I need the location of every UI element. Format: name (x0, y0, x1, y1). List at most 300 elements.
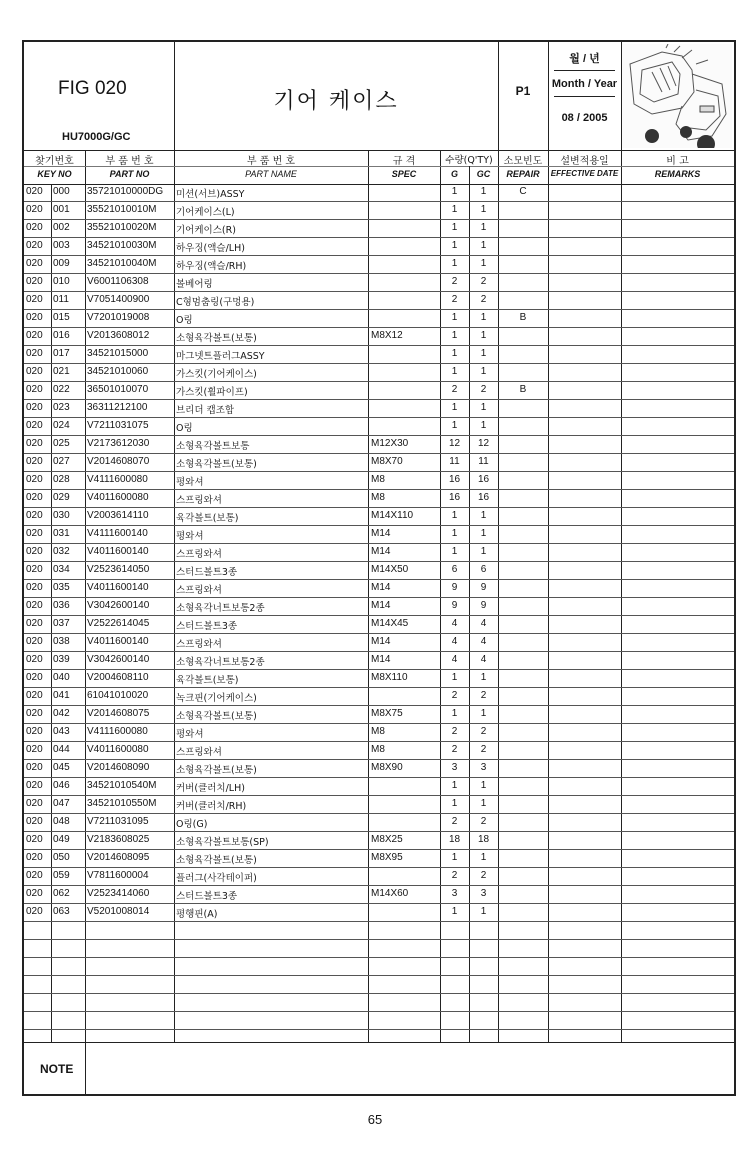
cell-name: 스프링와셔 (176, 549, 222, 560)
cell-spec: M8 (371, 492, 385, 503)
cell-fig: 020 (26, 312, 43, 323)
cell-g: 1 (451, 672, 458, 683)
cell-gc: 18 (477, 834, 490, 845)
cell-name: O링(G) (176, 819, 208, 830)
cell-fig: 020 (26, 222, 43, 233)
col-part-no-kr: 부 품 번 호 (105, 156, 154, 167)
cell-key: 025 (53, 438, 70, 449)
table-row (24, 616, 734, 634)
cell-part-no: V2522614045 (87, 618, 150, 629)
col-effective-en: EFFECTIVE DATE (550, 169, 619, 178)
cell-g: 1 (451, 222, 458, 233)
table-row (24, 742, 734, 760)
cell-gc: 1 (480, 546, 487, 557)
col-effective-kr: 설변적용일 (560, 156, 609, 167)
cell-fig: 020 (26, 726, 43, 737)
cell-key: 037 (53, 618, 70, 629)
cell-spec: M14 (371, 528, 391, 539)
cell-part-no: V7211031095 (87, 816, 149, 827)
table-row (24, 184, 734, 202)
cell-part-no: V4111600140 (87, 528, 148, 539)
cell-part-no: V4011600080 (87, 492, 149, 503)
cell-gc: 1 (480, 708, 487, 719)
cell-fig: 020 (26, 186, 43, 197)
cell-fig: 020 (26, 708, 43, 719)
cell-gc: 12 (477, 438, 490, 449)
cell-gc: 1 (480, 780, 487, 791)
cell-fig: 020 (26, 240, 43, 251)
cell-name: 스터드볼트3종 (176, 891, 238, 902)
cell-name: 커버(클러치/RH) (176, 801, 247, 812)
note-section (24, 1042, 734, 1095)
cell-part-no: V2014608095 (87, 852, 150, 863)
cell-fig: 020 (26, 204, 43, 215)
cell-name: 기어케이스(R) (176, 225, 236, 236)
cell-gc: 1 (480, 798, 487, 809)
cell-spec: M8 (371, 726, 385, 737)
cell-gc: 1 (480, 222, 487, 233)
cell-fig: 020 (26, 384, 43, 395)
cell-gc: 1 (480, 240, 487, 251)
cell-gc: 1 (480, 204, 487, 215)
cell-part-no: V2004608110 (87, 672, 149, 683)
cell-name: 스프링와셔 (176, 585, 222, 596)
table-row (24, 670, 734, 688)
cell-name: 소형육각볼트보통(SP) (176, 837, 269, 848)
cell-g: 1 (451, 528, 458, 539)
cell-name: 육각볼트(보통) (176, 513, 239, 524)
table-row (24, 778, 734, 796)
cell-key: 021 (53, 366, 70, 377)
cell-name: 기어케이스(L) (176, 207, 235, 218)
cell-name: 하우징(액슬/RH) (176, 261, 247, 272)
cell-g: 1 (451, 330, 458, 341)
cell-part-no: V2014608090 (87, 762, 150, 773)
note-label: NOTE (40, 1062, 74, 1076)
cell-fig: 020 (26, 492, 43, 503)
cell-fig: 020 (26, 618, 43, 629)
cell-gc: 1 (480, 186, 487, 197)
cell-fig: 020 (26, 816, 43, 827)
cell-g: 16 (448, 474, 461, 485)
cell-g: 2 (451, 726, 458, 737)
cell-gc: 9 (480, 600, 487, 611)
cell-name: C형멈춤링(구멍용) (176, 297, 255, 308)
cell-name: 소형육각볼트(보통) (176, 711, 257, 722)
cell-name: 녹크핀(기어케이스) (176, 693, 257, 704)
table-row (24, 760, 734, 778)
cell-part-no: 36501010070 (87, 384, 149, 395)
cell-g: 4 (451, 618, 458, 629)
cell-part-no: 34521010550M (87, 798, 157, 809)
table-row (24, 346, 734, 364)
cell-key: 050 (53, 852, 70, 863)
cell-fig: 020 (26, 402, 43, 413)
cell-key: 036 (53, 600, 70, 611)
cell-key: 003 (53, 240, 70, 251)
cell-fig: 020 (26, 672, 43, 683)
cell-g: 1 (451, 510, 458, 521)
cell-gc: 1 (480, 528, 487, 539)
cell-part-no: V4011600140 (87, 546, 149, 557)
cell-key: 047 (53, 798, 70, 809)
cell-spec: M14 (371, 582, 391, 593)
cell-g: 1 (451, 312, 458, 323)
cell-part-no: V7211031075 (87, 420, 149, 431)
cell-g: 9 (451, 600, 458, 611)
cell-name: 스프링와셔 (176, 747, 222, 758)
table-row (24, 526, 734, 544)
table-row (24, 490, 734, 508)
cell-g: 4 (451, 654, 458, 665)
cell-key: 030 (53, 510, 70, 521)
cell-part-no: V2014608070 (87, 456, 150, 467)
col-repair-en: REPAIR (506, 169, 540, 179)
page-code: P1 (515, 84, 531, 98)
cell-gc: 2 (480, 816, 487, 827)
cell-gc: 4 (480, 654, 487, 665)
cell-fig: 020 (26, 564, 43, 575)
cell-part-no: V2523414060 (87, 888, 150, 899)
cell-fig: 020 (26, 600, 43, 611)
cell-gc: 1 (480, 510, 487, 521)
cell-gc: 1 (480, 852, 487, 863)
cell-key: 010 (53, 276, 70, 287)
cell-spec: M14X60 (371, 888, 409, 899)
table-row (24, 598, 734, 616)
cell-fig: 020 (26, 348, 43, 359)
cell-spec: M14X110 (371, 510, 414, 521)
cell-spec: M14X50 (371, 564, 409, 575)
cell-key: 015 (53, 312, 70, 323)
cell-fig: 020 (26, 510, 43, 521)
cell-fig: 020 (26, 276, 43, 287)
cell-key: 002 (53, 222, 70, 233)
cell-part-no: V7811600004 (87, 870, 149, 881)
cell-spec: M14 (371, 600, 391, 611)
col-part-no-en: PART NO (109, 169, 150, 179)
table-row (24, 868, 734, 886)
cell-g: 1 (451, 258, 458, 269)
cell-name: 브리더 캡조합 (176, 405, 235, 416)
cell-spec: M8X75 (371, 708, 403, 719)
cell-part-no: V4011600080 (87, 744, 149, 755)
cell-spec: M8 (371, 474, 385, 485)
table-row (24, 202, 734, 220)
machine-thumbnail-icon (622, 44, 732, 148)
cell-gc: 9 (480, 582, 487, 593)
cell-gc: 2 (480, 870, 487, 881)
cell-name: 하우징(액슬/LH) (176, 243, 245, 254)
cell-gc: 1 (480, 258, 487, 269)
cell-g: 2 (451, 816, 458, 827)
cell-fig: 020 (26, 258, 43, 269)
col-repair-kr: 소모빈도 (503, 156, 543, 167)
col-remarks-kr: 비 고 (666, 156, 689, 167)
cell-gc: 1 (480, 330, 487, 341)
cell-key: 040 (53, 672, 70, 683)
table-row (24, 454, 734, 472)
cell-gc: 16 (477, 474, 490, 485)
table-row (24, 292, 734, 310)
col-qty-gc: GC (476, 169, 491, 179)
cell-gc: 2 (480, 384, 487, 395)
cell-fig: 020 (26, 420, 43, 431)
table-row (24, 508, 734, 526)
cell-name: 평와셔 (176, 729, 204, 740)
cell-key: 029 (53, 492, 70, 503)
cell-gc: 4 (480, 636, 487, 647)
table-row (24, 850, 734, 868)
cell-g: 1 (451, 402, 458, 413)
cell-name: 볼베어링 (176, 279, 213, 290)
cell-gc: 1 (480, 672, 487, 683)
cell-spec: M8X110 (371, 672, 408, 683)
cell-repair: C (519, 186, 527, 197)
parts-table (24, 184, 734, 1042)
cell-g: 2 (451, 294, 458, 305)
month-year-label-en: Month / Year (551, 78, 618, 90)
cell-g: 2 (451, 384, 458, 395)
cell-gc: 1 (480, 366, 487, 377)
cell-spec: M14 (371, 546, 391, 557)
cell-part-no: V7051400900 (87, 294, 150, 305)
cell-part-no: V7201019008 (87, 312, 150, 323)
cell-g: 1 (451, 366, 458, 377)
cell-fig: 020 (26, 852, 43, 863)
cell-g: 9 (451, 582, 458, 593)
cell-fig: 020 (26, 780, 43, 791)
cell-g: 2 (451, 690, 458, 701)
cell-gc: 2 (480, 690, 487, 701)
cell-name: 소형육각볼트(보통) (176, 459, 257, 470)
cell-name: 소형육각볼트(보통) (176, 855, 257, 866)
cell-g: 6 (451, 564, 458, 575)
cell-fig: 020 (26, 762, 43, 773)
cell-g: 11 (449, 456, 460, 467)
cell-key: 022 (53, 384, 70, 395)
cell-gc: 1 (480, 906, 487, 917)
month-year-label-kr: 월 / 년 (569, 53, 600, 65)
cell-name: 가스킷(휠파이프) (176, 387, 248, 398)
cell-part-no: 34521010540M (87, 780, 157, 791)
cell-gc: 1 (480, 312, 487, 323)
cell-gc: 11 (478, 456, 489, 467)
col-remarks-en: REMARKS (654, 169, 701, 179)
cell-name: 소형육각너트보통2종 (176, 603, 265, 614)
table-row (24, 886, 734, 904)
cell-key: 045 (53, 762, 70, 773)
cell-gc: 4 (480, 618, 487, 629)
table-row (24, 958, 734, 976)
cell-key: 042 (53, 708, 70, 719)
cell-key: 038 (53, 636, 70, 647)
cell-part-no: 34521015000 (87, 348, 149, 359)
cell-g: 1 (451, 798, 458, 809)
col-key-no-en: KEY NO (37, 169, 72, 179)
page-number: 65 (367, 1112, 383, 1127)
table-row (24, 796, 734, 814)
cell-spec: M14 (371, 636, 391, 647)
table-row (24, 310, 734, 328)
issue-date: 08 / 2005 (561, 112, 608, 124)
table-row (24, 328, 734, 346)
cell-fig: 020 (26, 330, 43, 341)
cell-part-no: V6001106308 (87, 276, 149, 287)
cell-key: 001 (53, 204, 70, 215)
table-row (24, 364, 734, 382)
table-row (24, 562, 734, 580)
cell-spec: M8X12 (371, 330, 403, 341)
cell-name: O링 (176, 423, 193, 434)
table-row (24, 220, 734, 238)
cell-part-no: V4011600140 (87, 582, 149, 593)
cell-g: 1 (451, 348, 458, 359)
cell-spec: M8X90 (371, 762, 403, 773)
cell-spec: M8 (371, 744, 385, 755)
cell-key: 032 (53, 546, 70, 557)
table-row (24, 256, 734, 274)
cell-name: 스터드볼트3종 (176, 567, 238, 578)
cell-fig: 020 (26, 636, 43, 647)
cell-key: 059 (53, 870, 70, 881)
cell-key: 016 (53, 330, 70, 341)
cell-g: 3 (451, 762, 458, 773)
sheet-header (24, 42, 734, 151)
cell-g: 18 (448, 834, 461, 845)
cell-g: 4 (451, 636, 458, 647)
cell-spec: M12X30 (371, 438, 409, 449)
cell-part-no: V2523614050 (87, 564, 150, 575)
cell-part-no: V2014608075 (87, 708, 150, 719)
cell-g: 12 (448, 438, 461, 449)
cell-key: 046 (53, 780, 70, 791)
cell-fig: 020 (26, 888, 43, 899)
table-row (24, 652, 734, 670)
cell-spec: M8X25 (371, 834, 403, 845)
cell-key: 049 (53, 834, 70, 845)
model-code: HU7000G/GC (62, 131, 131, 143)
cell-name: 평와셔 (176, 477, 204, 488)
cell-name: 소형육각볼트보통 (176, 441, 250, 452)
cell-key: 048 (53, 816, 70, 827)
col-key-no-kr: 찾기번호 (35, 156, 74, 167)
cell-part-no: 36311212100 (87, 402, 148, 413)
cell-g: 2 (451, 870, 458, 881)
cell-g: 1 (451, 546, 458, 557)
table-row (24, 814, 734, 832)
cell-g: 1 (451, 906, 458, 917)
table-row (24, 544, 734, 562)
cell-name: O링 (176, 315, 193, 326)
cell-name: 스프링와셔 (176, 639, 222, 650)
cell-gc: 2 (480, 294, 487, 305)
cell-fig: 020 (26, 906, 43, 917)
cell-gc: 3 (480, 762, 487, 773)
cell-spec: M14X45 (371, 618, 409, 629)
cell-gc: 3 (480, 888, 487, 899)
cell-g: 1 (451, 186, 458, 197)
cell-key: 017 (53, 348, 70, 359)
cell-part-no: V3042600140 (87, 600, 150, 611)
table-row (24, 904, 734, 922)
col-part-name-kr: 부 품 번 호 (246, 156, 296, 167)
cell-gc: 2 (480, 276, 487, 287)
cell-gc: 6 (480, 564, 487, 575)
col-spec-en: SPEC (391, 169, 417, 179)
cell-part-no: 61041010020 (87, 690, 149, 701)
cell-key: 027 (53, 456, 70, 467)
cell-name: 스프링와셔 (176, 495, 222, 506)
cell-name: 마그넷트플러그ASSY (176, 351, 265, 362)
cell-name: 스터드볼트3종 (176, 621, 238, 632)
cell-fig: 020 (26, 798, 43, 809)
table-row (24, 400, 734, 418)
table-row (24, 1012, 734, 1030)
parts-sheet (22, 40, 736, 1096)
cell-key: 000 (53, 186, 70, 197)
cell-part-no: V2173612030 (87, 438, 150, 449)
cell-g: 16 (448, 492, 461, 503)
cell-gc: 2 (480, 744, 487, 755)
cell-part-no: 35521010010M (87, 204, 157, 215)
cell-g: 3 (451, 888, 458, 899)
cell-fig: 020 (26, 654, 43, 665)
cell-name: 커버(클러치/LH) (176, 783, 245, 794)
cell-g: 1 (451, 420, 458, 431)
table-row (24, 634, 734, 652)
cell-part-no: V4011600140 (87, 636, 149, 647)
month-year-box (548, 42, 621, 150)
cell-g: 2 (451, 276, 458, 287)
table-row (24, 238, 734, 256)
cell-gc: 1 (480, 348, 487, 359)
cell-name: 평와셔 (176, 531, 204, 542)
col-spec-kr: 규 격 (392, 156, 416, 167)
table-row (24, 922, 734, 940)
cell-fig: 020 (26, 744, 43, 755)
cell-part-no: 34521010030M (87, 240, 157, 251)
cell-key: 063 (53, 906, 70, 917)
cell-g: 1 (451, 708, 458, 719)
cell-key: 011 (53, 294, 69, 305)
cell-gc: 1 (480, 402, 487, 413)
cell-part-no: V2183608025 (87, 834, 150, 845)
cell-spec: M8X70 (371, 456, 403, 467)
cell-name: 평행핀(A) (176, 909, 218, 920)
cell-key: 034 (53, 564, 70, 575)
table-row (24, 580, 734, 598)
cell-fig: 020 (26, 366, 43, 377)
cell-name: 육각볼트(보통) (176, 675, 239, 686)
cell-gc: 16 (477, 492, 490, 503)
cell-key: 035 (53, 582, 70, 593)
cell-fig: 020 (26, 528, 43, 539)
cell-repair: B (519, 384, 527, 395)
cell-fig: 020 (26, 474, 43, 485)
cell-key: 024 (53, 420, 70, 431)
cell-key: 062 (53, 888, 70, 899)
cell-g: 1 (451, 780, 458, 791)
page-title: 기어 케이스 (273, 89, 399, 114)
cell-part-no: V4111600080 (87, 726, 148, 737)
table-row (24, 382, 734, 400)
table-row (24, 724, 734, 742)
cell-key: 039 (53, 654, 70, 665)
table-row (24, 994, 734, 1012)
table-row (24, 832, 734, 850)
cell-part-no: 34521010060 (87, 366, 149, 377)
